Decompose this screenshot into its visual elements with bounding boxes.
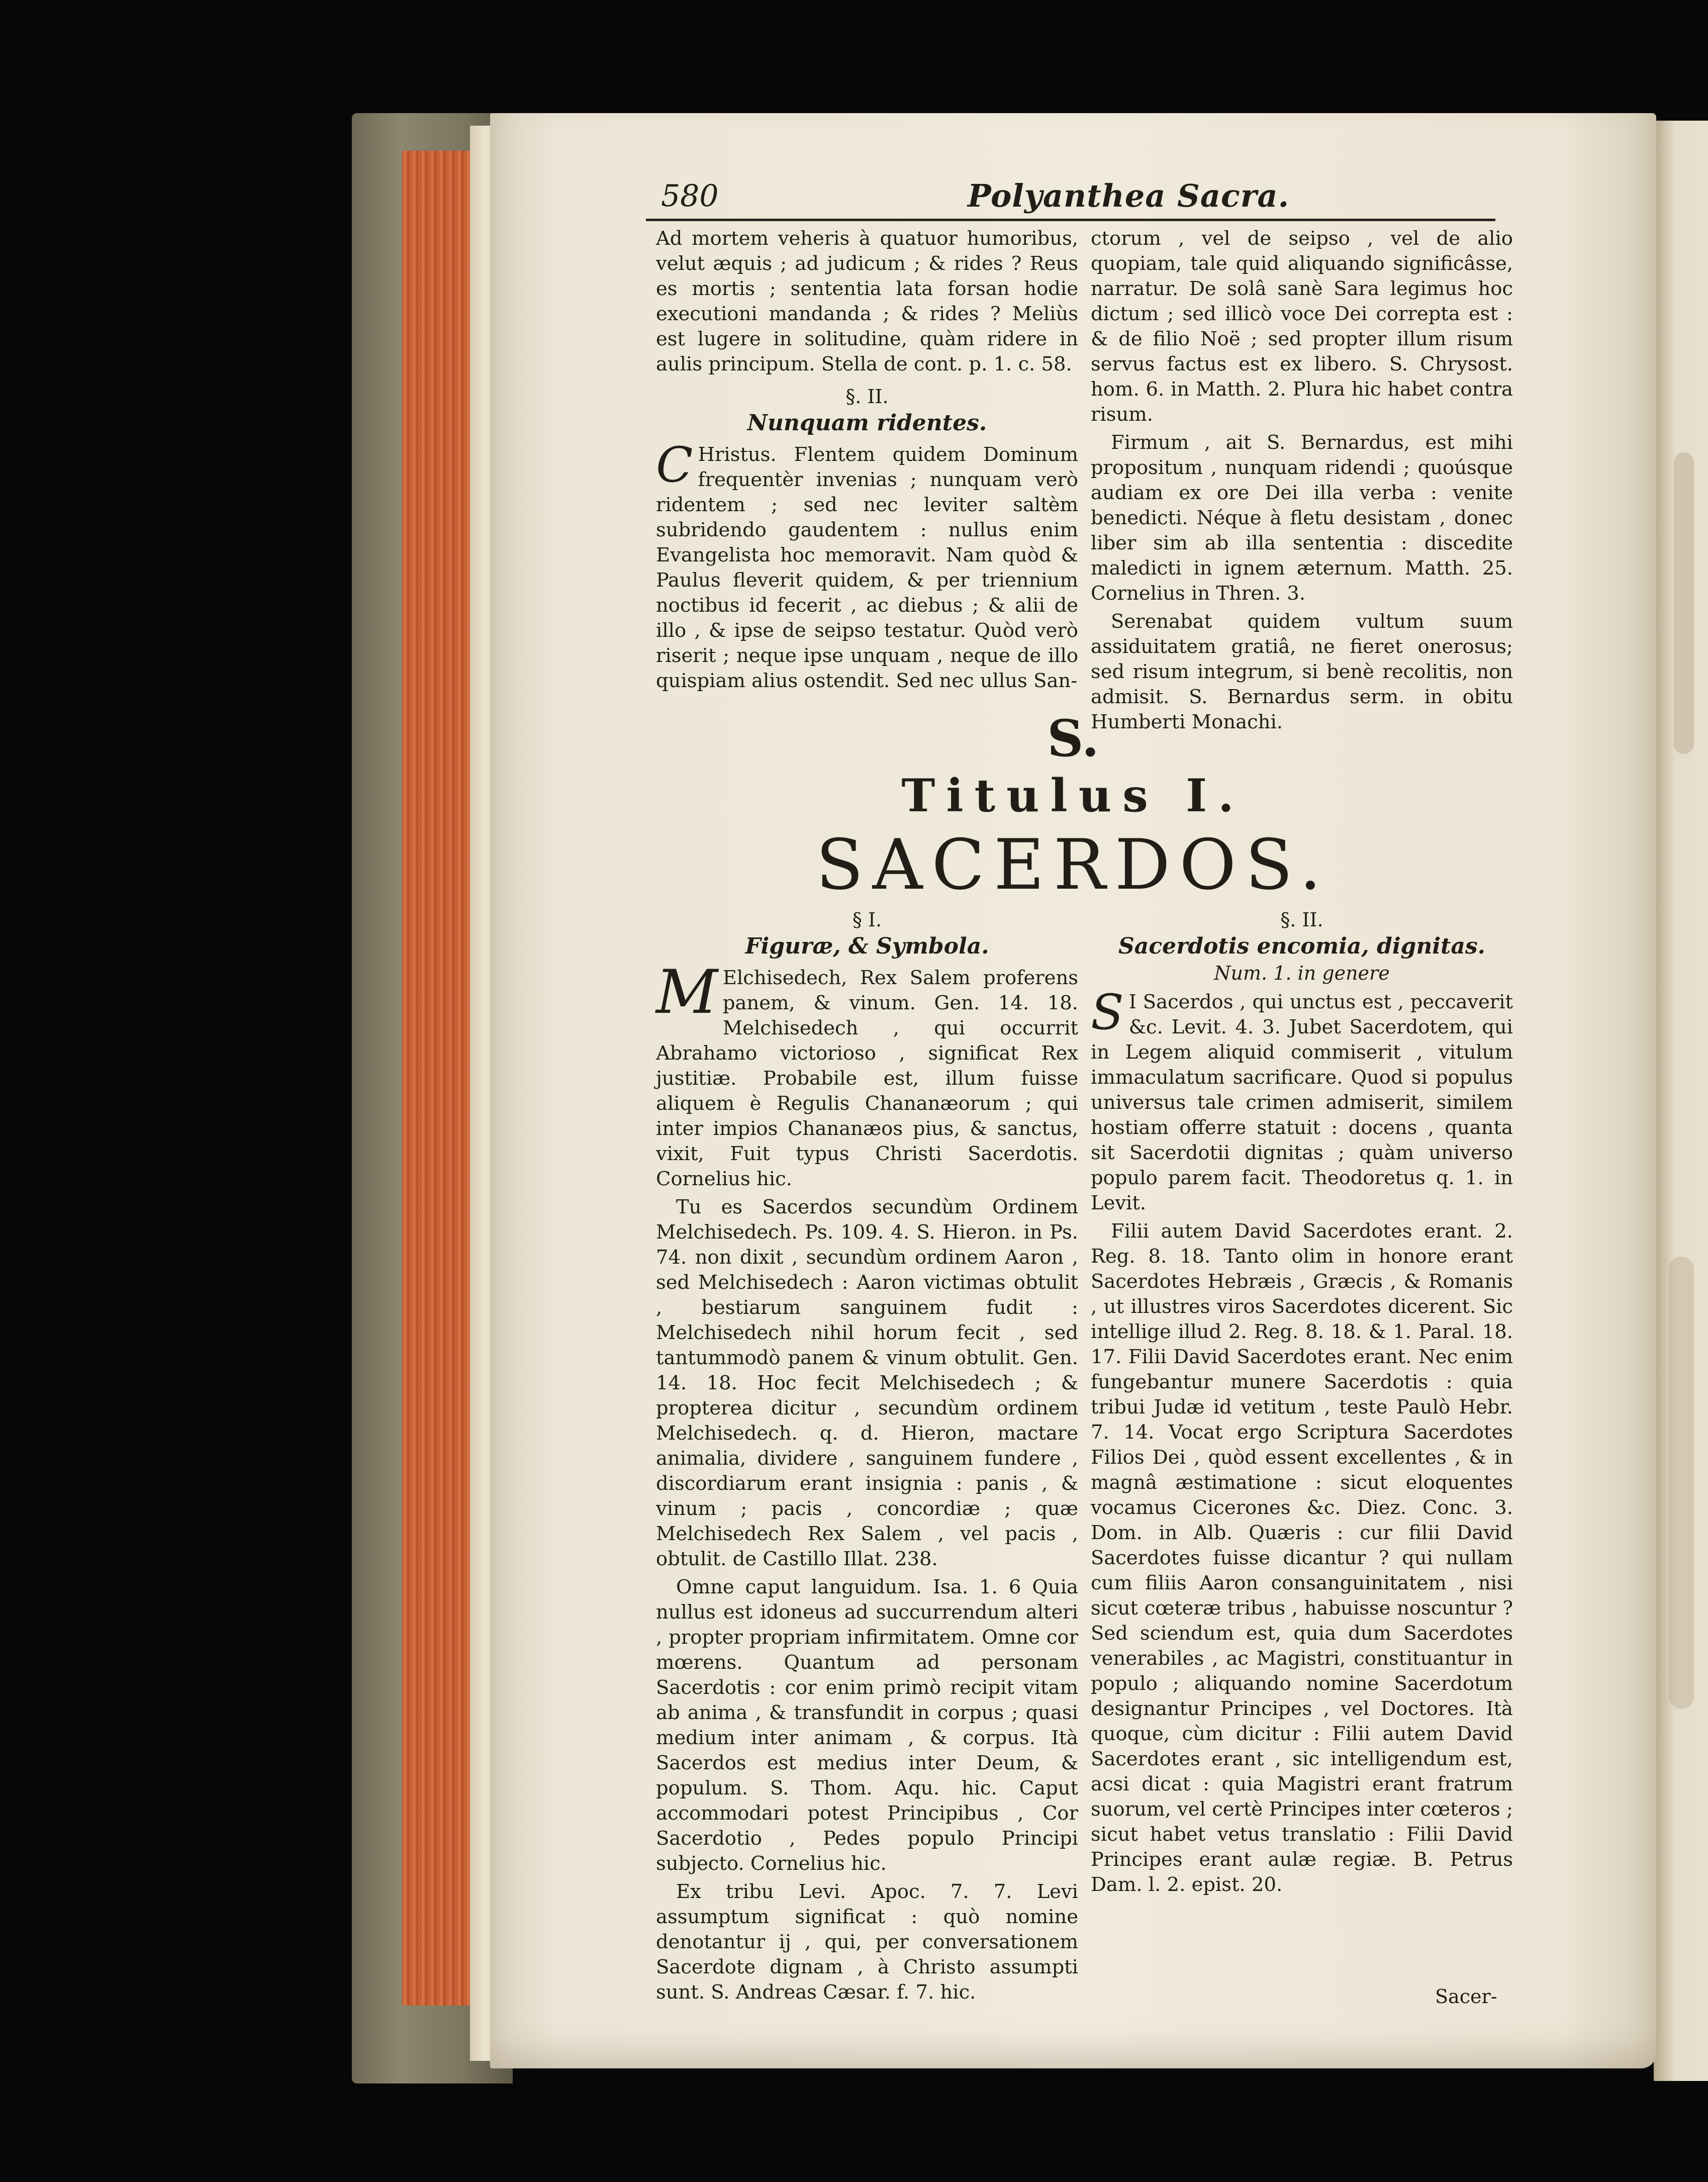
section-number: §. II. [845, 386, 889, 408]
paragraph-text: Hristus. Flentem quidem Dominum frequentèr invenias ; nunquam verò ridentem ; sed nec leviter saltèm subridendo gaudentem : nullus enim Evangelista hoc memoravit. Nam quòd & Paulus fleverit quidem, & per triennium noctibus id fecerit , ac diebus ; & alii de illo , & ipse de seipso testatur. Quòd verò riserit ; neque ipse unquam , neque de illo quispiam alius ostendit. Sed nec ullus San- [656, 443, 1078, 692]
foxing-stain [1674, 452, 1694, 754]
section-subtitle: Figuræ, & Symbola. [745, 933, 989, 959]
paragraph-text: I Sacerdos , qui unctus est , peccaverit &c. Levit. 4. 3. Jubet Sacerdotem, qui in Legem aliquid commiserit , vitulum immaculatum sacrificare. Quod si populus universus tale crimen admiserit, similem hostiam offerre statuit : docens , quanta sit Sacerdotii dignitas ; quàm universo populo parem facit. Theodoretus q. 1. in Levit. [1091, 991, 1513, 1214]
catchword: Sacer- [1435, 1985, 1497, 2008]
paragraph: Firmum , ait S. Bernardus, est mihi propositum , nunquam ridendi ; quoúsque audiam ex ore Dei illa verba : venite benedicti. Néque à fletu desistam , donec liber sim ab illa sententia : discedite maledicti in ignem æternum. Matth. 25. Cornelius in Thren. 3. [1091, 431, 1513, 605]
paragraph [656, 437, 1078, 694]
paragraph: Tu es Sacerdos secundùm Ordinem Melchisedech. Ps. 109. 4. S. Hieron. in Ps. 74. non dixit , secundùm ordinem Aaron , sed Melchisedech : Aaron victimas obtulit , bestiarum sanguinem fudit : Melchisedech nihil horum fecit , sed tantummodò panem & vinum obtulit. Gen. 14. 18. Hoc fecit Melchisedech ; & propterea dicitur , secundùm ordinem Melchisedech. q. d. Hieron, mactare animalia, dividere , sanguinem fundere , discordiarum erant insignia : panis , & vinum ; pacis , concordiæ ; quæ Melchisedech Rex Salem , vel pacis , obtulit. de Castillo Illat. 238. [656, 1196, 1078, 1570]
top-right-column [1091, 226, 1513, 738]
paragraph: Omne caput languidum. Isa. 1. 6 Quia nullus est idoneus ad succurrendum alteri , propter propriam infirmitatem. Omne cor mœrens. Quantum ad personam Sacerdotis : cor enim primò recipit vitam ab anima , & transfundit in corpus ; quasi medium inter animam , & corpus. Ità Sacerdos est medius inter Deum, & populum. S. Thom. Aqu. hic. Caput accommodari potest Principibus , Cor Sacerdotio , Pedes populo Principi subjecto. Cornelius hic. [656, 1576, 1078, 1875]
titulus-heading: Titulus I. [901, 769, 1245, 822]
section-subtitle: Nunquam ridentes. [747, 410, 987, 436]
main-title: SACERDOS. [816, 824, 1331, 905]
page-number: 580 [661, 178, 719, 214]
paragraph: Ad mortem veheris à quatuor humoribus, velut æquis ; ad judicum ; & rides ? Reus es mortis ; sententia lata forsan hodie executioni mandanda ; & rides ? Meliùs est lugere in solitudine, quàm ridere in aulis principum. Stella de cont. p. 1. c. 58. [656, 227, 1078, 375]
right-column [1091, 907, 1513, 1901]
section-number: § I. [852, 909, 882, 931]
running-head: Polyanthea Sacra. [968, 177, 1290, 214]
header-rule [646, 219, 1495, 221]
facing-page-edge [1654, 121, 1708, 2081]
paragraph: Filii autem David Sacerdotes erant. 2. Reg. 8. 18. Tanto olim in honore erant Sacerdotes Hebræis , Græcis , & Romanis , ut illustres viros Sacerdotes dicerent. Sic intellige illud 2. Reg. 8. 18. & 1. Paral. 18. 17. Filii David Sacerdotes erant. Nec enim fungebantur munere Sacerdotis : quia tribui Judæ id vetitum , teste Paulò Hebr. 7. 14. Vocat ergo Scriptura Sacerdotes Filios Dei , quòd essent excellentes , & in magnâ æstimatione : sicut eloquentes vocamus Cicerones &c. Diez. Conc. 3. Dom. in Alb. Quæris : cur filii David Sacerdotes fuisse dicantur ? qui nullam cum filiis Aaron consanguinitatem , nisi sicut cœteræ tribus , habuisse noscuntur ? Sed sciendum est, quia dum Sacerdotes venerabiles , ac Magistri, constituantur in populo ; aliquando nomine Sacerdotum designantur Principes , vel Doctores. Ità quoque, cùm dicitur : Filii autem David Sacerdotes erant , sic intelligendum est, acsi dicat : quia Magistri erant fratrum suorum, vel certè Principes inter cœteros ; sicut habet vetus translatio : Filii David Principes erant aulæ regiæ. B. Petrus Dam. l. 2. epist. 20. [1091, 1220, 1513, 1896]
drop-cap: M [656, 958, 718, 1027]
book-page [490, 113, 1656, 2068]
foxing-stain [1669, 1257, 1694, 1709]
paragraph: Serenabat quidem vultum suum assiduitatem gratiâ, ne fieret onerosus; sed risum integrum, si benè recolitis, non admisit. S. Bernardus serm. in obitu Humberti Monachi. [1091, 610, 1513, 733]
number-heading: Num. 1. in genere [1214, 962, 1390, 984]
paragraph: ctorum , vel de seipso , vel de alio quopiam, tale quid aliquando significâsse, narratur. De solâ sanè Sara legimus hoc dictum ; sed illicò voce Dei correpta est : & de filio Noë ; sed propter illum risum servus factus est ex libero. S. Chrysost. hom. 6. in Matth. 2. Plura hic habet contra risum. [1091, 227, 1513, 426]
section-number: §. II. [1280, 909, 1323, 931]
section-subtitle: Sacerdotis encomia, dignitas. [1118, 933, 1485, 959]
drop-cap: C [656, 437, 693, 493]
drop-cap: S [1091, 984, 1124, 1040]
paragraph [1091, 984, 1513, 1216]
paragraph [656, 958, 1078, 1192]
left-column [656, 907, 1078, 2008]
paragraph: Ex tribu Levi. Apoc. 7. 7. Levi assumptum significat : quò nomine denotantur ij , qui, per conversationem Sacerdote dignam , à Christo assumpti sunt. S. Andreas Cæsar. f. 7. hic. [656, 1880, 1078, 2004]
top-left-column [656, 226, 1078, 697]
paragraph-text: Elchisedech, Rex Salem proferens panem, & vinum. Gen. 14. 18. Melchisedech , qui occurrit Abrahamo victorioso , significat Rex justitiæ. Probabile est, illum fuisse aliquem è Regulis Chananæorum ; qui inter impios Chananæos pius, & sanctus, vixit, Fuit typus Christi Sacerdotis. Cornelius hic. [656, 967, 1078, 1190]
red-page-edges [402, 151, 478, 2006]
letter-heading: S. [1047, 709, 1099, 768]
